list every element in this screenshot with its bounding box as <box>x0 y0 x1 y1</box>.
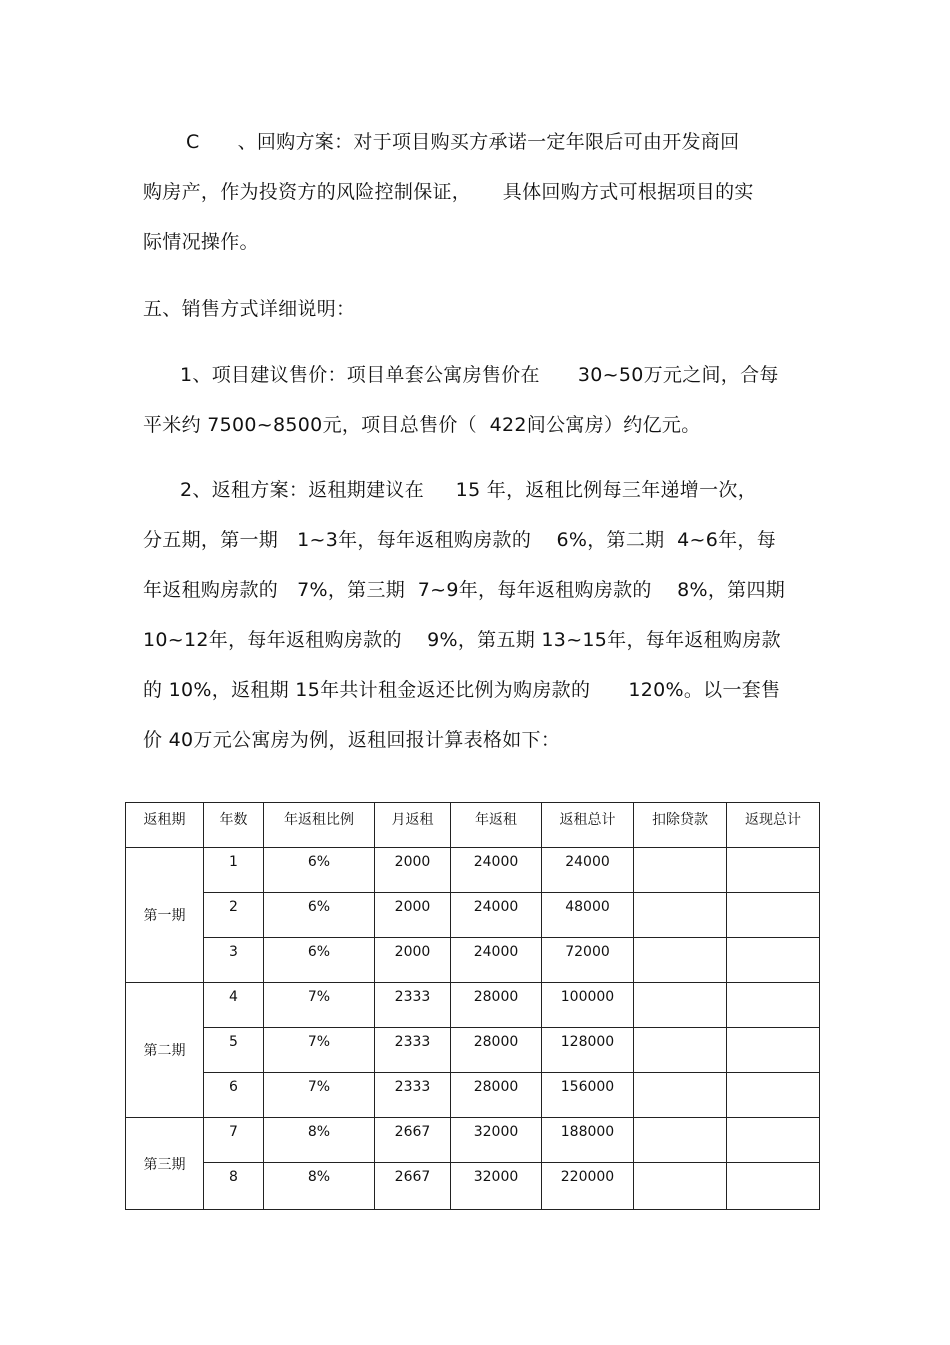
cashback-total-cell <box>727 983 820 1028</box>
loan-deduction-cell <box>634 1073 727 1118</box>
monthly-rent-cell: 2000 <box>375 938 451 983</box>
year-cell: 2 <box>204 893 264 938</box>
annual-rent-cell: 28000 <box>451 1073 542 1118</box>
cashback-total-cell <box>727 848 820 893</box>
rate-cell: 6% <box>264 938 375 983</box>
loan-deduction-cell <box>634 848 727 893</box>
rate-cell: 8% <box>264 1163 375 1210</box>
monthly-rent-cell: 2000 <box>375 848 451 893</box>
total-rent-cell: 156000 <box>542 1073 634 1118</box>
text-line: 际情况操作。 <box>143 231 259 253</box>
total-rent-cell: 48000 <box>542 893 634 938</box>
total-rent-cell: 24000 <box>542 848 634 893</box>
annual-rent-cell: 24000 <box>451 938 542 983</box>
loan-deduction-cell <box>634 938 727 983</box>
text-line: 购房产，作为投资方的风险控制保证， 具体回购方式可根据项目的实 <box>143 181 754 203</box>
cashback-total-cell <box>727 938 820 983</box>
annual-rent-cell: 32000 <box>451 1118 542 1163</box>
annual-rent-cell: 24000 <box>451 848 542 893</box>
text-line: 10~12年，每年返租购房款的 9%，第五期 13~15年，每年返租购房款 <box>143 629 781 651</box>
annual-rent-cell: 24000 <box>451 893 542 938</box>
table-row <box>126 893 820 938</box>
total-rent-cell: 220000 <box>542 1163 634 1210</box>
loan-deduction-cell <box>634 983 727 1028</box>
column-header: 返租期 <box>126 803 204 848</box>
text-line: 价 40万元公寓房为例，返租回报计算表格如下： <box>143 729 561 751</box>
column-header: 返租总计 <box>542 803 634 848</box>
text-line: 的 10%，返租期 15年共计租金返还比例为购房款的 120%。以一套售 <box>143 679 781 701</box>
text-line: 平米约 7500~8500元，项目总售价（ 422间公寓房）约亿元。 <box>143 414 701 436</box>
text-line: C 、回购方案：对于项目购买方承诺一定年限后可由开发商回 <box>186 131 740 153</box>
monthly-rent-cell: 2667 <box>375 1163 451 1210</box>
monthly-rent-cell: 2333 <box>375 1073 451 1118</box>
year-cell: 8 <box>204 1163 264 1210</box>
text-line: 年返租购房款的 7%，第三期 7~9年，每年返租购房款的 8%，第四期 <box>143 579 786 601</box>
year-cell: 4 <box>204 983 264 1028</box>
loan-deduction-cell <box>634 1028 727 1073</box>
cashback-total-cell <box>727 893 820 938</box>
total-rent-cell: 188000 <box>542 1118 634 1163</box>
loan-deduction-cell <box>634 1118 727 1163</box>
table-row <box>126 983 820 1028</box>
total-rent-cell: 128000 <box>542 1028 634 1073</box>
year-cell: 5 <box>204 1028 264 1073</box>
table-header-row <box>126 803 820 848</box>
total-rent-cell: 72000 <box>542 938 634 983</box>
column-header: 年返租比例 <box>264 803 375 848</box>
column-header: 月返租 <box>375 803 451 848</box>
table-row <box>126 848 820 893</box>
table-row <box>126 1163 820 1210</box>
rate-cell: 7% <box>264 983 375 1028</box>
monthly-rent-cell: 2333 <box>375 983 451 1028</box>
column-header: 返现总计 <box>727 803 820 848</box>
rate-cell: 8% <box>264 1118 375 1163</box>
cashback-total-cell <box>727 1028 820 1073</box>
loan-deduction-cell <box>634 893 727 938</box>
section-heading: 五、销售方式详细说明： <box>143 298 356 320</box>
monthly-rent-cell: 2000 <box>375 893 451 938</box>
table-row <box>126 1118 820 1163</box>
year-cell: 7 <box>204 1118 264 1163</box>
loan-deduction-cell <box>634 1163 727 1210</box>
table-row <box>126 938 820 983</box>
rate-cell: 6% <box>264 893 375 938</box>
rate-cell: 6% <box>264 848 375 893</box>
annual-rent-cell: 32000 <box>451 1163 542 1210</box>
year-cell: 1 <box>204 848 264 893</box>
text-line: 分五期，第一期 1~3年，每年返租购房款的 6%，第二期 4~6年，每 <box>143 529 776 551</box>
year-cell: 6 <box>204 1073 264 1118</box>
cashback-total-cell <box>727 1163 820 1210</box>
period-cell: 第一期 <box>126 848 204 983</box>
period-cell: 第三期 <box>126 1118 204 1210</box>
table-row <box>126 1073 820 1118</box>
table-row <box>126 1028 820 1073</box>
cashback-total-cell <box>727 1118 820 1163</box>
leaseback-table <box>125 802 820 1210</box>
monthly-rent-cell: 2333 <box>375 1028 451 1073</box>
text-line: 1、项目建议售价：项目单套公寓房售价在 30~50万元之间，合每 <box>180 364 779 386</box>
annual-rent-cell: 28000 <box>451 1028 542 1073</box>
rate-cell: 7% <box>264 1028 375 1073</box>
column-header: 年数 <box>204 803 264 848</box>
total-rent-cell: 100000 <box>542 983 634 1028</box>
cashback-total-cell <box>727 1073 820 1118</box>
period-cell: 第二期 <box>126 983 204 1118</box>
rate-cell: 7% <box>264 1073 375 1118</box>
column-header: 扣除贷款 <box>634 803 727 848</box>
monthly-rent-cell: 2667 <box>375 1118 451 1163</box>
year-cell: 3 <box>204 938 264 983</box>
text-line: 2、返租方案：返租期建议在 15 年，返租比例每三年递增一次， <box>180 479 758 501</box>
annual-rent-cell: 28000 <box>451 983 542 1028</box>
column-header: 年返租 <box>451 803 542 848</box>
